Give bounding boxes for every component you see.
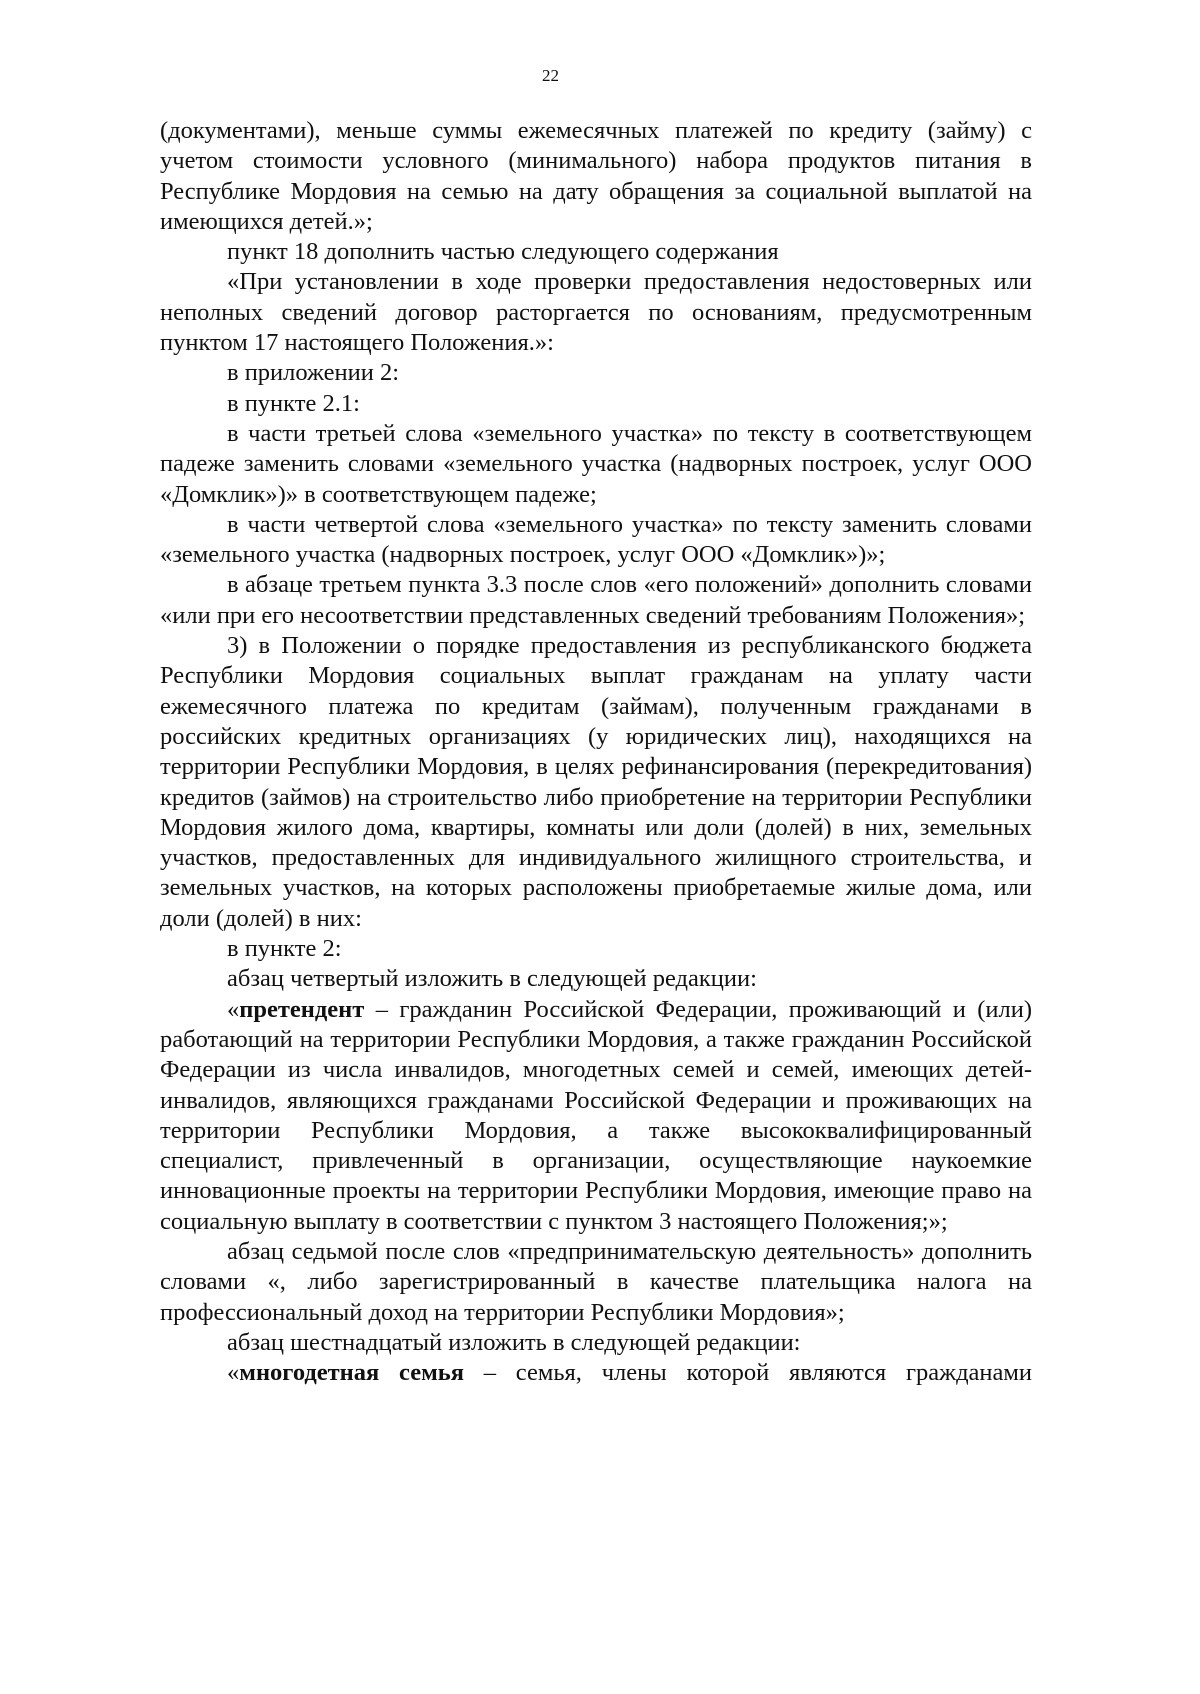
paragraph-15-text: – семья, члены которой являются гражданами xyxy=(464,1359,1033,1387)
paragraph-9: 3) в Положении о порядке предоставления из республиканского бюджета Республики Мордовия социальных выплат гражданам на уплату части ежемесячного платежа по кредитам (займам), полученным гражданами в российских кредитных организациях (у юридических лиц), находящихся на территории Республики Мордовия, в целях рефинансирования (перекредитования) кредитов (займов) на строительство либо приобретение на территории Республики Мордовия жилого дома, квартиры, комнаты или доли (долей) в них, земельных участков, предоставленных для индивидуального жилищного строительства, и земельных участков, на которых расположены приобретаемые жилые дома, или доли (долей) в них: xyxy=(160,632,1032,932)
paragraph-1: (документами), меньше суммы ежемесячных платежей по кредиту (займу) с учетом стоимости условного (минимального) набора продуктов питания в Республике Мордовия на семью на дату обращения за социальной выплатой на имеющихся детей.»; xyxy=(160,117,1032,235)
paragraph-4: в приложении 2: xyxy=(227,359,400,387)
paragraph-7: в части четвертой слова «земельного участка» по тексту заменить словами «земельного участка (надворных построек, услуг ООО «Домклик»)»; xyxy=(160,510,1032,569)
paragraph-5: в пункте 2.1: xyxy=(227,389,360,417)
term-mnogodetnaya-semya: многодетная семья xyxy=(239,1359,465,1387)
document-body xyxy=(160,116,1032,1388)
term-pretendent: претендент xyxy=(239,995,365,1023)
paragraph-12 xyxy=(160,995,1032,1237)
paragraph-8: в абзаце третьем пункта 3.3 после слов «его положений» дополнить словами «или при его несоответствии представленных сведений требованиям Положения»; xyxy=(160,571,1032,629)
paragraph-10: в пункте 2: xyxy=(227,935,342,963)
paragraph-15 xyxy=(160,1358,1032,1388)
page-number: 22 xyxy=(542,66,559,85)
paragraph-12-text: – гражданин Российской Федерации, проживающий и (или) работающий на территории Республики Мордовия, а также гражданин Российской Федерации из числа инвалидов, многодетных семей и семей, имеющих детей-инвалидов, являющихся гражданами Российской Федерации и проживающих на территории Республики Мордовия, а также высококвалифицированный специалист, привлеченный в организации, осуществляющие наукоемкие инновационные проекты на территории Республики Мордовия, имеющие право на социальную выплату в соответствии с пунктом 3 настоящего Положения;»; xyxy=(160,995,1032,1235)
paragraph-3: «При установлении в ходе проверки предоставления недостоверных или неполных сведений договор расторгается по основаниям, предусмотренным пунктом 17 настоящего Положения.»: xyxy=(160,268,1032,357)
paragraph-11: абзац четвертый изложить в следующей редакции: xyxy=(227,965,757,993)
paragraph-15-prefix: « xyxy=(227,1359,240,1387)
paragraph-12-prefix: « xyxy=(227,995,240,1023)
paragraph-13: абзац седьмой после слов «предпринимательскую деятельность» дополнить словами «, либо зарегистрированный в качестве плательщика налога на профессиональный доход на территории Республики Мордовия»; xyxy=(160,1237,1032,1326)
paragraph-2: пункт 18 дополнить частью следующего содержания xyxy=(227,238,779,266)
paragraph-14: абзац шестнадцатый изложить в следующей редакции: xyxy=(227,1328,801,1356)
paragraph-6: в части третьей слова «земельного участка» по тексту в соответствующем падеже заменить словами «земельного участка (надворных построек, услуг ООО «Домклик»)» в соответствующем падеже; xyxy=(160,419,1032,508)
